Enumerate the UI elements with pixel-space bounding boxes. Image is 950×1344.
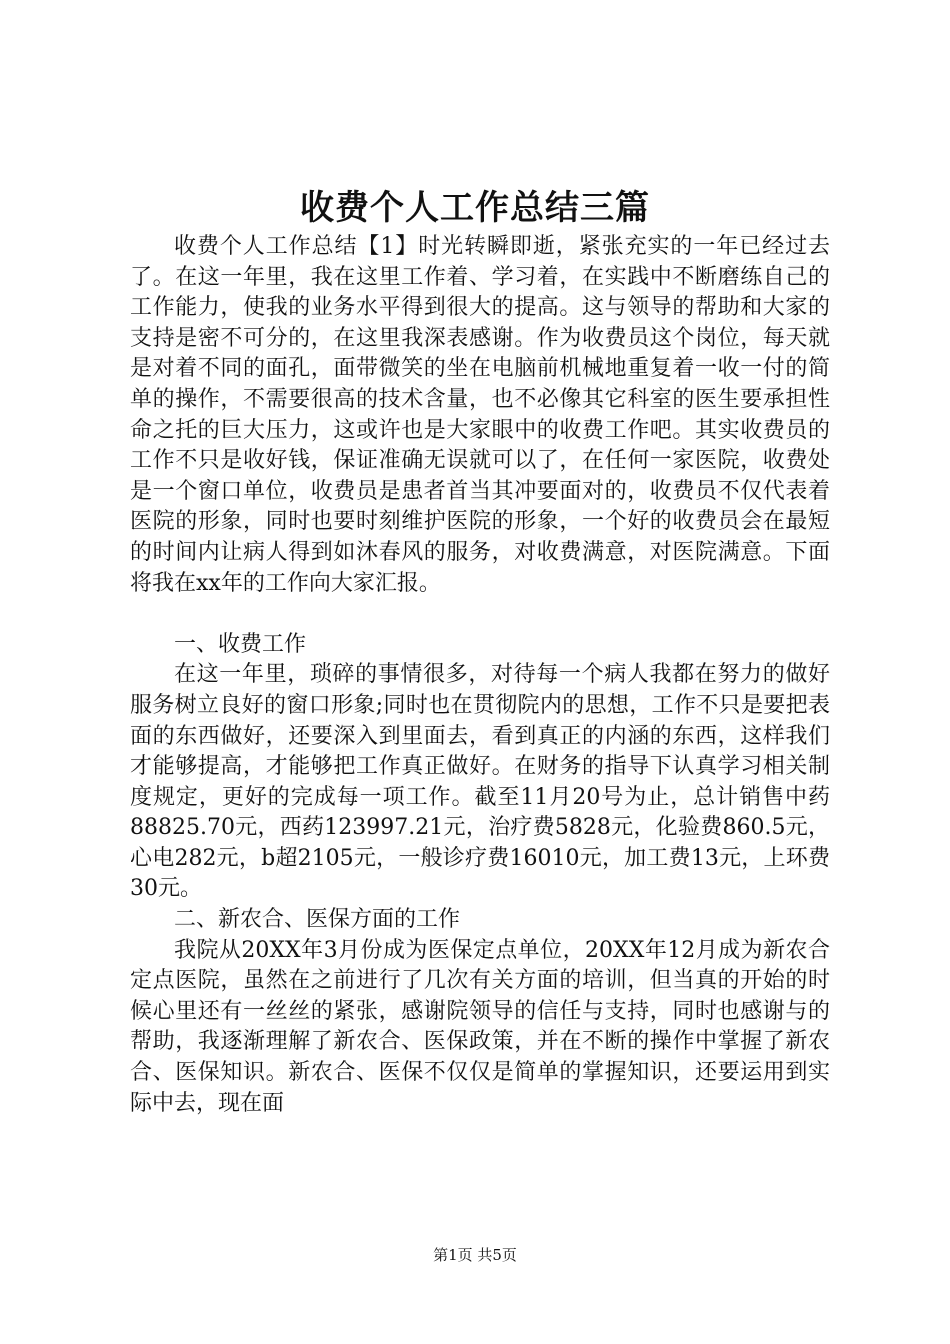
page-footer: 第1页 共5页 <box>433 1246 517 1264</box>
paragraph-section-1: 在这一年里，琐碎的事情很多，对待每一个病人我都在努力的做好服务树立良好的窗口形象;同时也在贯彻院内的思想，工作不只是要把表面的东西做好，还要深入到里面去，看到真正的内涵的东西，这样我们才能够提高，才能够把工作真正做好。在财务的指导下认真学习相关制度规定，更好的完成每一项工作。截至11月20号为止，总计销售中药88825.70元，西药123997.21元，治疗费5828元，化验费860.5元，心电282元，b超2105元，一般诊疗费16010元，加工费13元，上环费30元。 <box>130 662 830 902</box>
document-body <box>130 232 830 1119</box>
section-heading-2: 二、新农合、医保方面的工作 <box>174 907 461 933</box>
document-title: 收费个人工作总结三篇 <box>300 188 650 228</box>
section-heading-1: 一、收费工作 <box>174 631 307 657</box>
paragraph-intro: 收费个人工作总结【1】时光转瞬即逝，紧张充实的一年已经过去了。在这一年里，我在这里工作着、学习着，在实践中不断磨练自己的工作能力，使我的业务水平得到很大的提高。这与领导的帮助和大家的支持是密不可分的，在这里我深表感谢。作为收费员这个岗位，每天就是对着不同的面孔，面带微笑的坐在电脑前机械地重复着一收一付的简单的操作，不需要很高的技术含量，也不必像其它科室的医生要承担性命之托的巨大压力，这或许也是大家眼中的收费工作吧。其实收费员的工作不只是收好钱，保证准确无误就可以了，在任何一家医院，收费处是一个窗口单位，收费员是患者首当其冲要面对的，收费员不仅代表着医院的形象，同时也要时刻维护医院的形象，一个好的收费员会在最短的时间内让病人得到如沐春风的服务，对收费满意，对医院满意。下面将我在xx年的工作向大家汇报。 <box>130 234 830 596</box>
paragraph-section-2: 我院从20XX年3月份成为医保定点单位，20XX年12月成为新农合定点医院，虽然在之前进行了几次有关方面的培训，但当真的开始的时候心里还有一丝丝的紧张，感谢院领导的信任与支持，同时也感谢与的帮助，我逐渐理解了新农合、医保政策，并在不断的操作中掌握了新农合、医保知识。新农合、医保不仅仅是简单的掌握知识，还要运用到实际中去，现在面 <box>130 937 830 1116</box>
